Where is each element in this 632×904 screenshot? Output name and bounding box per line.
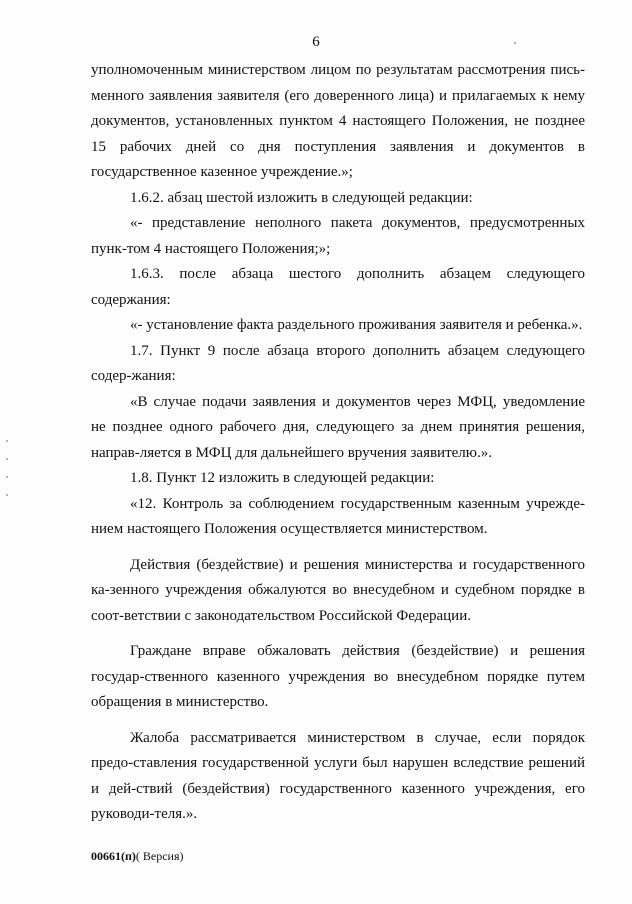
document-version: ( Версия): [135, 849, 184, 863]
document-footer: [91, 849, 184, 864]
scan-speck: [6, 494, 8, 496]
scan-speck: [514, 42, 516, 44]
page-number: 6: [312, 34, 320, 50]
paragraph-1-7: 1.7. Пункт 9 после абзаца второго дополнить абзацем следующего содер-жания:: [91, 342, 585, 384]
paragraph-quote-point-12: «12. Контроль за соблюдением государственным казенным учрежде-нием настоящего Положения осуществляется министерством.: [91, 495, 585, 537]
paragraph-complaint: Жалоба рассматривается министерством в случае, если порядок предо-ставления государственной услуги был нарушен вследствие решений и дей-ствий (бездействия) государственного казенного учреждения, его руководи-теля.».: [91, 729, 585, 822]
document-code: 00661(п): [91, 849, 136, 863]
scan-speck: [6, 440, 8, 442]
scan-speck: [6, 458, 8, 460]
paragraph-1-6-2: 1.6.2. абзац шестой изложить в следующей редакции:: [130, 189, 473, 206]
scan-speck: [6, 476, 8, 478]
paragraph-quote-mfc: «В случае подачи заявления и документов через МФЦ, уведомление не позднее одного рабочего дня, следующего за днем принятия решения, направ-ляется в МФЦ для дальнейшего вручения заявителю.».: [91, 393, 585, 461]
document-body: [91, 58, 585, 828]
paragraph-citizens-right: Граждане вправе обжаловать действия (бездействие) и решения государ-ственного казенного учреждения во внесудебном порядке путем обращения в министерство.: [91, 643, 585, 710]
paragraph-quote-separate-residence: «- установление факта раздельного проживания заявителя и ребенка.».: [130, 317, 583, 333]
paragraph-1-8: 1.8. Пункт 12 изложить в следующей редакции:: [130, 470, 435, 486]
paragraph-1-6-3: 1.6.3. после абзаца шестого дополнить абзацем следующего содержания:: [91, 266, 585, 308]
paragraph-quote-incomplete-docs: «- представление неполного пакета документов, предусмотренных пунк-том 4 настоящего Положения;»;: [91, 215, 585, 257]
paragraph-appeal-procedure: Действия (бездействие) и решения министерства и государственного ка-зенного учреждения обжалуются во внесудебном и судебном порядке в соот-ветствии с законодательством Российской Федерации.: [91, 556, 585, 624]
paragraph-continuation: уполномоченным министерством лицом по результатам рассмотрения пись-менного заявления заявителя (его доверенного лица) и прилагаемых к нему документов, установленных пунктом 4 настоящего Положения, не позднее 15 рабочих дней со дня поступления заявления и документов в государственное казенное учреждение.»;: [91, 62, 585, 180]
